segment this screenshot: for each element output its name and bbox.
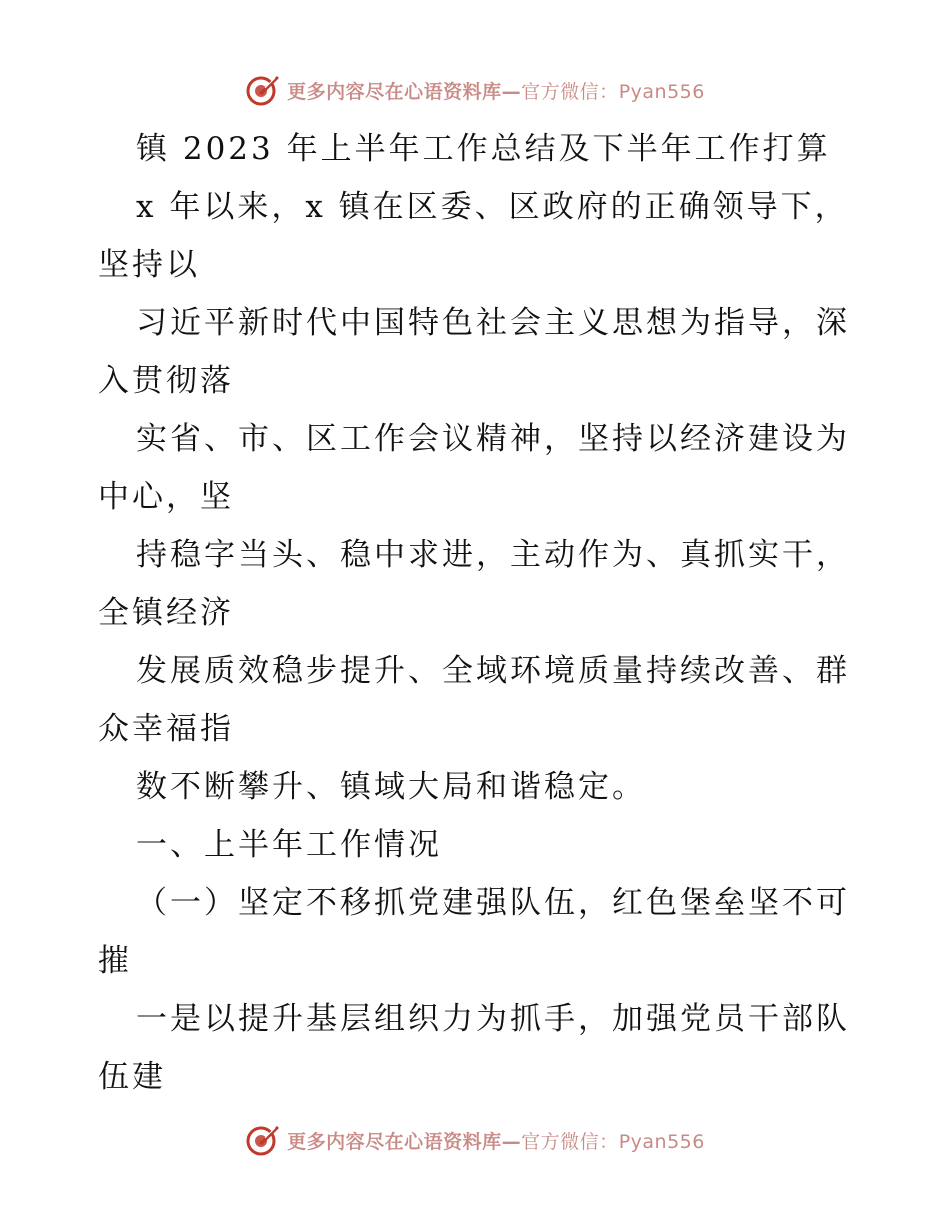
paragraph-line: 习近平新时代中国特色社会主义思想为指导，深: [136, 305, 850, 341]
header-banner: [0, 70, 950, 110]
banner-text: [287, 77, 705, 104]
document-title: 镇 2023 年上半年工作总结及下半年工作打算: [136, 131, 831, 167]
paragraph-line: 众幸福指: [98, 711, 234, 747]
quill-logo-icon: [245, 72, 281, 108]
paragraph-line: 持稳字当头、稳中求进，主动作为、真抓实干，: [136, 537, 850, 573]
paragraph-line: 全镇经济: [98, 595, 234, 631]
paragraph-line: 坚持以: [98, 247, 200, 283]
subsection-heading: （一）坚定不移抓党建强队伍，红色堡垒坚不可: [136, 885, 850, 921]
footer-banner: [0, 1120, 950, 1160]
section-heading: 一、上半年工作情况: [136, 827, 442, 863]
paragraph-line: 中心，坚: [98, 479, 234, 515]
banner-wechat-label: 官方微信：: [521, 1130, 619, 1153]
banner-wechat-id: Pyan556: [618, 80, 705, 103]
banner-slogan: 更多内容尽在心语资料库: [287, 80, 502, 103]
banner-dash: —: [501, 80, 522, 103]
paragraph-line: 数不断攀升、镇域大局和谐稳定。: [136, 769, 646, 805]
document-body: [98, 120, 858, 1106]
banner-dash: —: [501, 1130, 522, 1153]
paragraph-line: x 年以来，x 镇在区委、区政府的正确领导下，: [136, 189, 849, 225]
banner-wechat-id: Pyan556: [618, 1130, 705, 1153]
paragraph-line: 摧: [98, 943, 132, 979]
banner-wechat-label: 官方微信：: [521, 80, 619, 103]
paragraph-line: 实省、市、区工作会议精神，坚持以经济建设为: [136, 421, 850, 457]
paragraph-line: 入贯彻落: [98, 363, 234, 399]
quill-logo-icon: [245, 1122, 281, 1158]
banner-text: [287, 1127, 705, 1154]
paragraph-line: 一是以提升基层组织力为抓手，加强党员干部队: [136, 1001, 850, 1037]
banner-slogan: 更多内容尽在心语资料库: [287, 1130, 502, 1153]
paragraph-line: 伍建: [98, 1059, 166, 1095]
paragraph-line: 发展质效稳步提升、全域环境质量持续改善、群: [136, 653, 850, 689]
